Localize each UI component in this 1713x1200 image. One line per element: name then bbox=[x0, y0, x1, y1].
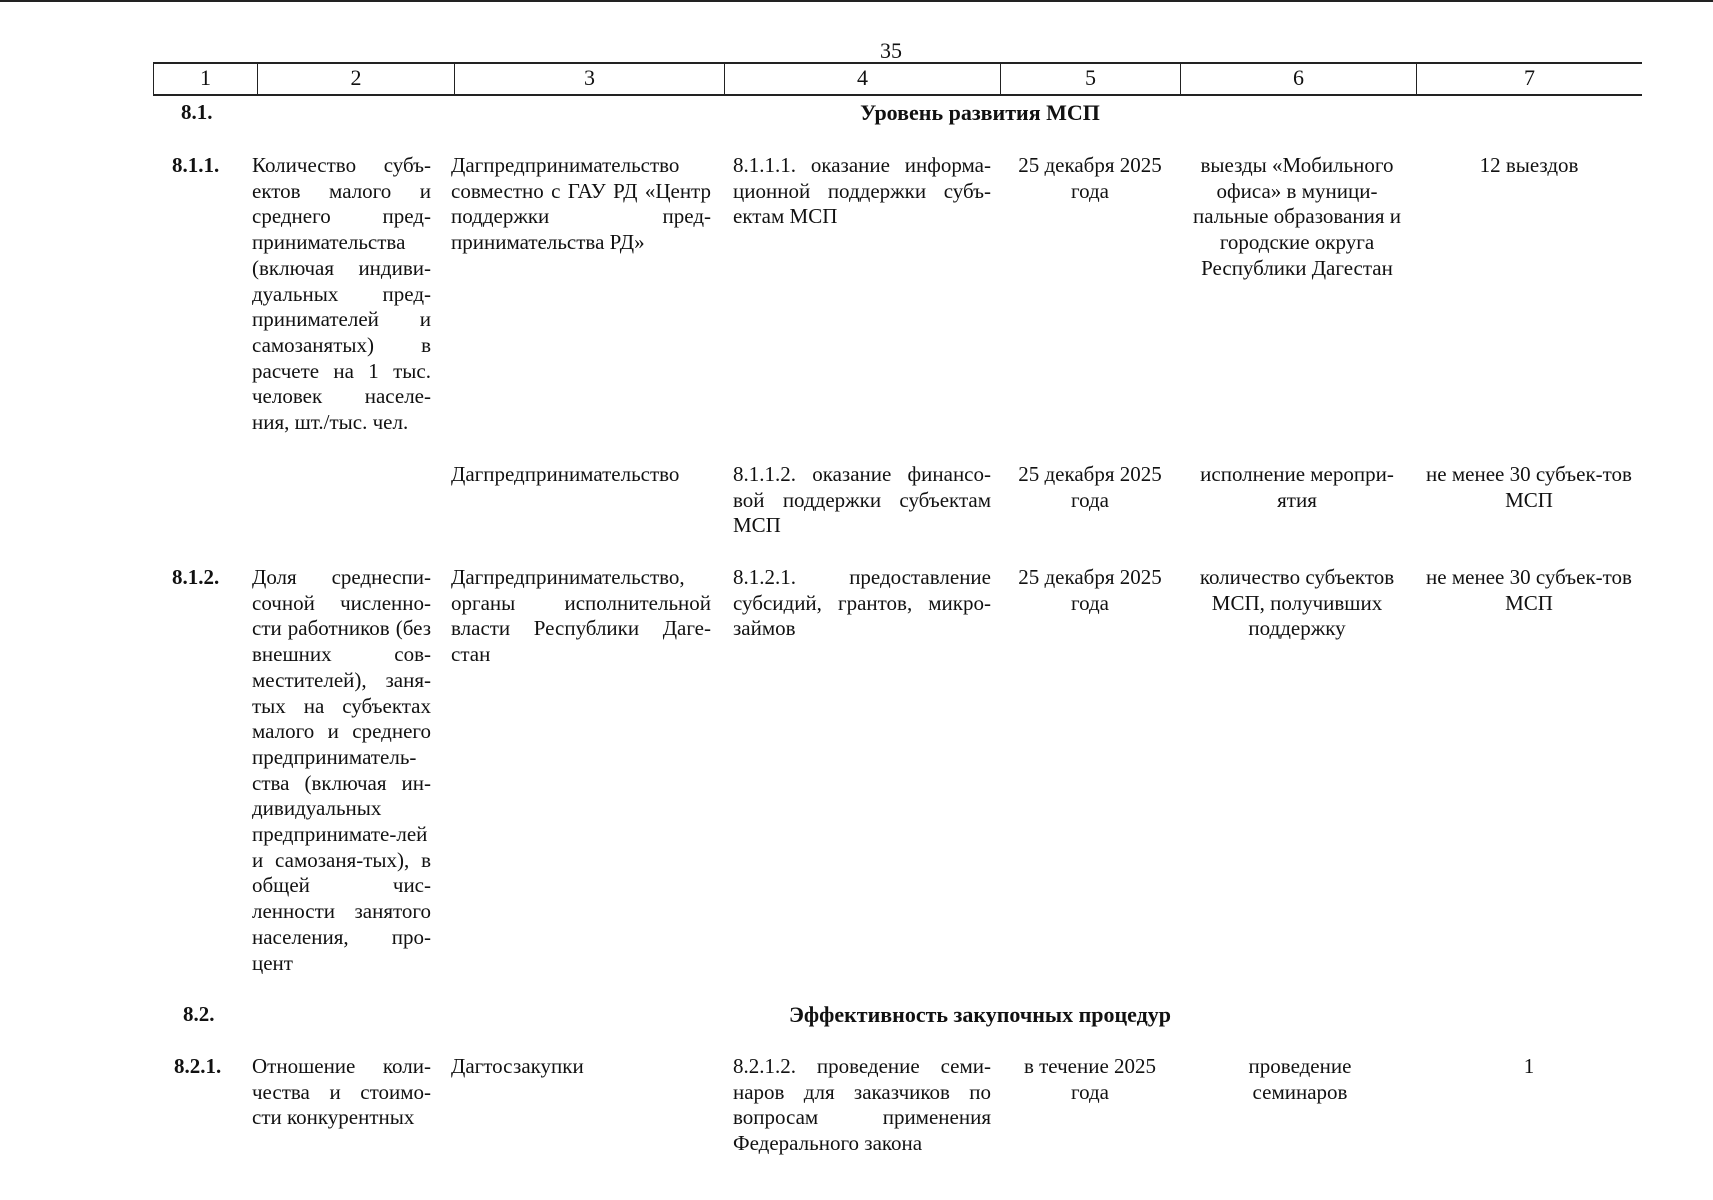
row-number: 8.2.1. bbox=[174, 1054, 222, 1078]
column-header-5: 5 bbox=[1000, 64, 1180, 94]
value-text: 12 выездов bbox=[1479, 153, 1579, 177]
value-text: не менее 30 субъек-тов МСП bbox=[1426, 565, 1632, 615]
result-text: выезды «Мобильного офиса» в муници-пальные образования и городские округа Республики Дагестан bbox=[1193, 153, 1401, 280]
page-number: 35 bbox=[880, 38, 902, 63]
column-header-6: 6 bbox=[1180, 64, 1416, 94]
column-header-2: 2 bbox=[257, 64, 454, 94]
deadline-text: 25 декабря 2025 года bbox=[1018, 565, 1162, 615]
deadline-text: 25 декабря 2025 года bbox=[1018, 153, 1162, 203]
indicator-text: Доля среднеспи-сочной численно-сти работников (без внешних сов-местителей), заня-тых на субъектах малого и среднего предприниматель-ства (включая ин-дивидуальных предпринимате-лей и самозаня-тых), в общей чис-ленности занятого населения, про-цент bbox=[252, 565, 431, 975]
executor-text: Дагпредпринимательство, органы исполнительной власти Республики Даге-стан bbox=[451, 565, 711, 667]
deadline-text: в течение 2025 года bbox=[1023, 1054, 1157, 1104]
row-number: 8.1.1. bbox=[172, 153, 220, 177]
indicator-text: Отношение коли-чества и стоимо-сти конкурентных bbox=[252, 1054, 431, 1130]
column-header-1: 1 bbox=[153, 64, 257, 94]
indicator-text: Количество субъ-ектов малого и среднего пред-принимательства (включая индиви-дуальных пред-принимателей и самозанятых) в расчете на 1 тыс. человек населе-ния, шт./тыс. чел. bbox=[252, 153, 431, 435]
column-header-3: 3 bbox=[454, 64, 724, 94]
value-text: 1 bbox=[1523, 1054, 1535, 1078]
activity-text: 8.1.2.1. предоставление субсидий, грантов, микро-займов bbox=[733, 565, 991, 641]
value-text: не менее 30 субъек-тов МСП bbox=[1426, 462, 1632, 512]
activity-text: 8.1.1.2. оказание финансо-вой поддержки субъектам МСП bbox=[733, 462, 991, 538]
section-number: 8.2. bbox=[183, 1002, 215, 1026]
result-text: количество субъектов МСП, получивших поддержку bbox=[1199, 565, 1395, 641]
activity-text: 8.1.1.1. оказание информа-ционной поддержки субъ-ектам МСП bbox=[733, 153, 991, 229]
column-header-7: 7 bbox=[1416, 64, 1642, 94]
section-title: Уровень развития МСП bbox=[860, 100, 1100, 125]
executor-text: Дагпредпринимательство bbox=[451, 462, 680, 486]
top-border bbox=[0, 0, 1713, 2]
activity-text: 8.2.1.2. проведение семи-наров для заказчиков по вопросам применения Федерального закона bbox=[733, 1054, 991, 1156]
row-number: 8.1.2. bbox=[172, 565, 220, 589]
section-number: 8.1. bbox=[181, 100, 213, 124]
deadline-text: 25 декабря 2025 года bbox=[1018, 462, 1162, 512]
result-text: проведение семинаров bbox=[1248, 1054, 1352, 1104]
executor-text: Дагпредпринимательство совместно с ГАУ РД «Центр поддержки пред-принимательства РД» bbox=[451, 153, 711, 255]
result-text: исполнение меропри-ятия bbox=[1200, 462, 1394, 512]
column-header-row bbox=[153, 62, 1642, 96]
column-header-4: 4 bbox=[724, 64, 1000, 94]
executor-text: Дагтосзакупки bbox=[451, 1054, 584, 1078]
section-title: Эффективность закупочных процедур bbox=[788, 1002, 1172, 1027]
